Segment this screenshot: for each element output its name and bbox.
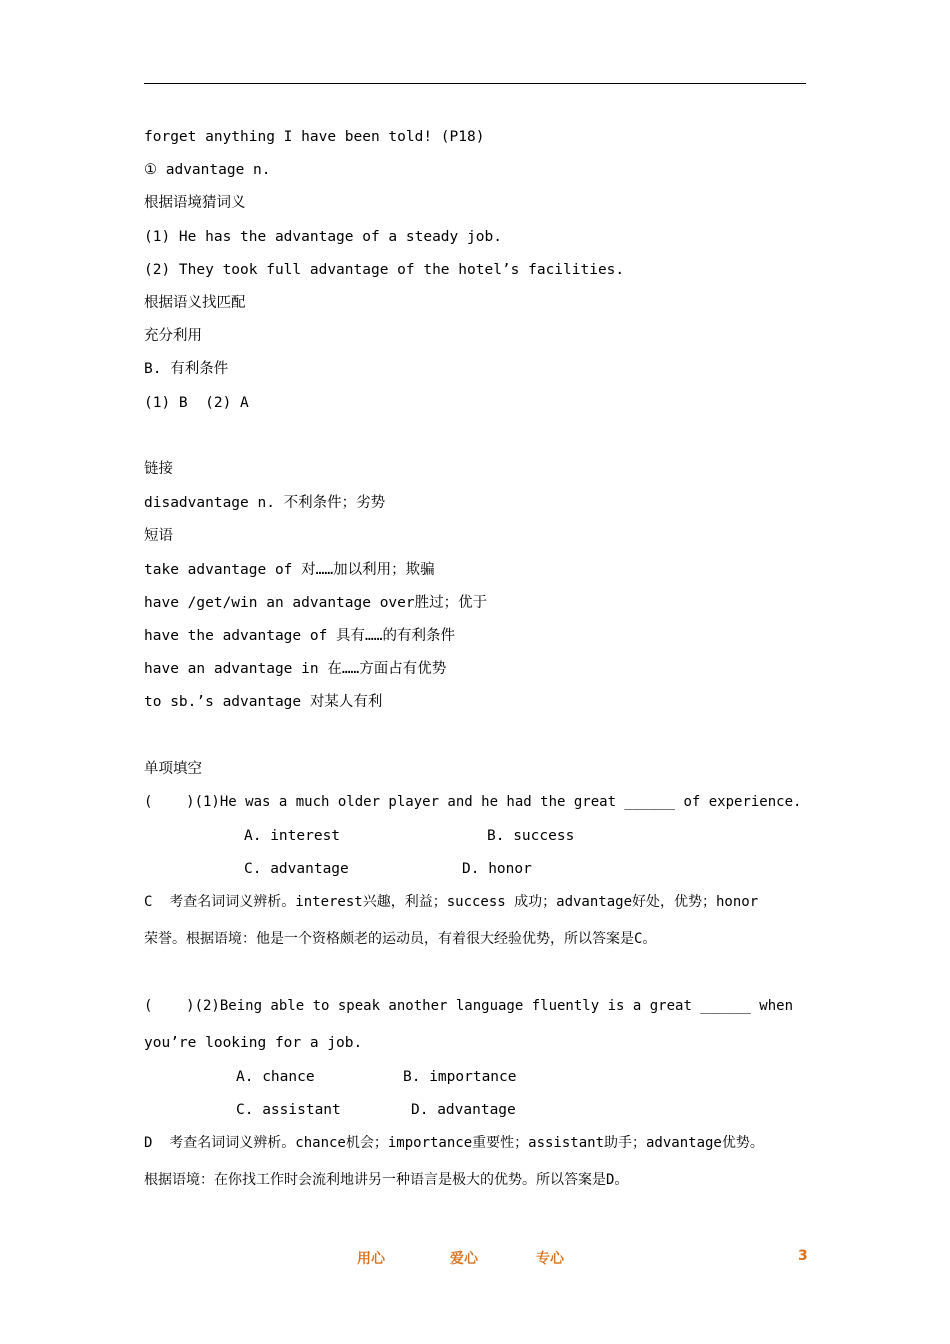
meaning-option: B. 有利条件 [144, 361, 229, 377]
explanation-line: 荣誉。根据语境：他是一个资格颇老的运动员，有着很大经验优势，所以答案是C。 [144, 931, 657, 947]
explanation-line: D 考查名词词义辨析。chance机会；importance重要性；assistant助手；advantage优势。 [144, 1135, 764, 1151]
option-c: C. assistant [236, 1102, 341, 1118]
text-line: forget anything I have been told! (P18) [144, 129, 485, 145]
example-sentence: (2) They took full advantage of the hotel’s facilities. [144, 262, 625, 278]
phrase-line: have /get/win an advantage over胜过；优于 [144, 595, 488, 611]
section-label: 根据语义找匹配 [144, 295, 246, 311]
option-b: B. success [487, 828, 575, 844]
answer-line: (1) B (2) A [144, 395, 249, 411]
footer-motto: 爱心 [450, 1251, 478, 1267]
section-label: 短语 [144, 528, 173, 544]
text-line: disadvantage n. 不利条件；劣势 [144, 495, 386, 511]
question-stem: ( )(2)Being able to speak another language fluently is a great ______ when [144, 998, 794, 1014]
question-stem: you’re looking for a job. [144, 1035, 363, 1051]
section-label: 链接 [144, 461, 173, 477]
phrase-line: take advantage of 对……加以利用；欺骗 [144, 562, 435, 578]
option-b: B. importance [403, 1069, 517, 1085]
option-a: A. interest [244, 828, 341, 844]
option-d: D. advantage [411, 1102, 516, 1118]
option-c: C. advantage [244, 861, 349, 877]
option-a: A. chance [236, 1069, 315, 1085]
phrase-line: have the advantage of 具有……的有利条件 [144, 628, 456, 644]
example-sentence: (1) He has the advantage of a steady job. [144, 229, 502, 245]
meaning-option: 充分利用 [144, 328, 202, 344]
header-rule [144, 83, 806, 84]
footer-motto: 用心 [357, 1251, 385, 1267]
question-stem: ( )(1)He was a much older player and he had the great ______ of experience. [144, 794, 802, 810]
phrase-line: to sb.’s advantage 对某人有利 [144, 694, 383, 710]
vocab-heading: ① advantage n. [144, 162, 271, 178]
section-label: 单项填空 [144, 761, 202, 777]
option-d: D. honor [462, 861, 532, 877]
page-number: 3 [798, 1248, 808, 1264]
footer-motto: 专心 [536, 1251, 564, 1267]
phrase-line: have an advantage in 在……方面占有优势 [144, 661, 447, 677]
explanation-line: C 考查名词词义辨析。interest兴趣，利益；success 成功；advantage好处，优势；honor [144, 894, 759, 910]
explanation-line: 根据语境：在你找工作时会流利地讲另一种语言是极大的优势。所以答案是D。 [144, 1172, 629, 1188]
section-label: 根据语境猜词义 [144, 195, 246, 211]
